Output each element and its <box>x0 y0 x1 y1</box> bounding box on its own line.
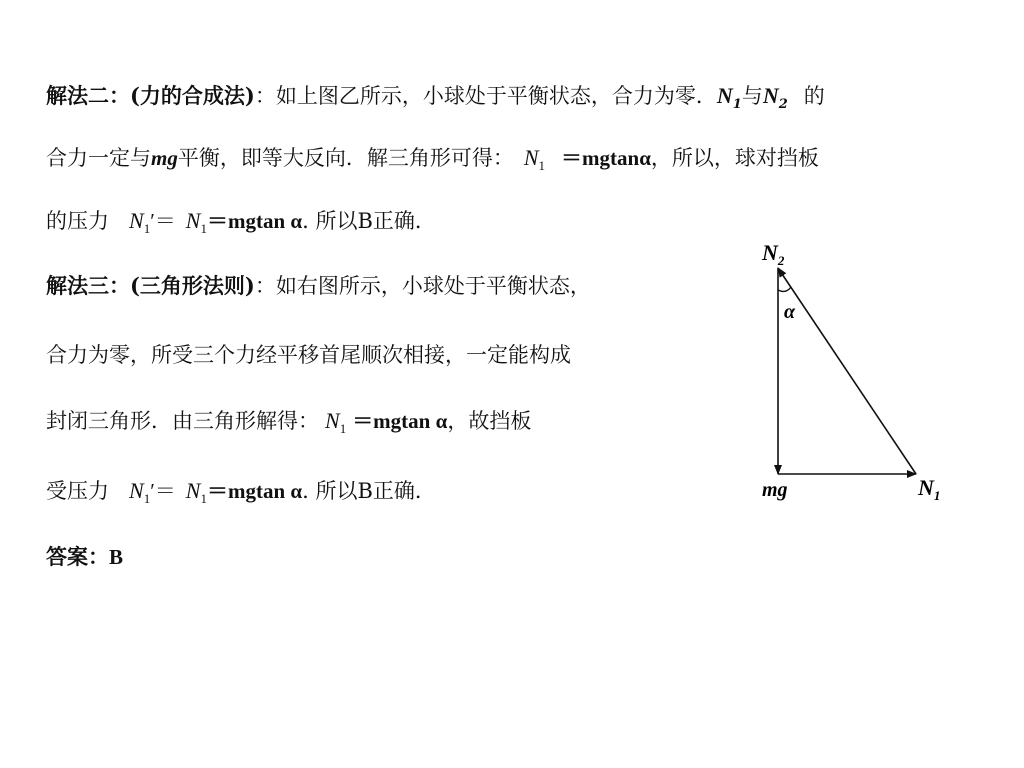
label-n1: $N_1$ <box>918 475 941 503</box>
label-n2: $N_2$ <box>762 240 785 268</box>
method3-line4-prime-eq: ′＝ <box>150 479 176 503</box>
method3-title: 解法三 <box>46 273 109 298</box>
method2-line2-equation: ＝mgtanα <box>561 146 651 170</box>
method3-line4-n2-subscript: 1 <box>200 491 207 506</box>
method2-line2-b: 平衡，即等大反向．解三角形可得： <box>177 146 514 170</box>
method2-line3-n2-subscript: 1 <box>200 221 207 236</box>
method2-line3-equation: ＝mgtan α <box>206 209 303 233</box>
method2-line3-n1-symbol: N <box>129 208 144 233</box>
method2-line2-a: 合力一定与 <box>46 146 151 170</box>
method2-subtitle: (力的合成法) <box>130 83 255 108</box>
method2-n1-subscript: 1 <box>732 97 742 112</box>
method2-n2-subscript: 2 <box>778 97 788 112</box>
method3-line4-equation: ＝mgtan α <box>206 479 303 503</box>
angle-arc <box>778 287 791 291</box>
method3-line4-n1-subscript: 1 <box>143 491 151 506</box>
answer-value: B <box>109 545 124 569</box>
method2-line2-c: ，所以，球对挡板 <box>650 146 819 170</box>
method3-line4-b: . 所以B正确． <box>302 479 436 503</box>
method2-line2-n-symbol: N <box>523 145 539 170</box>
method3-line3-n-symbol: N <box>325 408 340 433</box>
method2-line3 <box>46 206 436 244</box>
method2-title: 解法二 <box>46 83 109 108</box>
method3-line4-n2-symbol: N <box>185 478 201 503</box>
method3-line3-equation: ＝mgtan α <box>352 409 448 433</box>
force-triangle-diagram <box>750 238 960 508</box>
method3-subtitle: (三角形法则) <box>130 273 255 298</box>
method2-line3-n1-subscript: 1 <box>143 221 151 236</box>
method2-line1-text: ：如上图乙所示，小球处于平衡状态，合力为零． <box>254 84 717 108</box>
method2-line2-n-subscript: 1 <box>538 158 546 173</box>
answer-colon: ： <box>88 544 109 569</box>
method2-n2-symbol: N <box>762 83 779 108</box>
method2-n1-symbol: N <box>716 83 733 108</box>
answer-line <box>46 542 123 572</box>
method2-line3-prime-eq: ′＝ <box>150 209 176 233</box>
method2-line3-b: . 所以B正确． <box>302 209 436 233</box>
method3-line4-n1-symbol: N <box>129 478 144 503</box>
method3-line1-text: ：如右图所示，小球处于平衡状态， <box>254 274 591 298</box>
method2-title-colon: ： <box>109 83 130 108</box>
method3-line3-n-subscript: 1 <box>339 421 347 436</box>
method3-line3-a: 封闭三角形．由三角形解得： <box>46 409 319 433</box>
method3-line1 <box>46 271 591 301</box>
method2-line1 <box>46 81 825 120</box>
label-alpha: α <box>784 301 796 323</box>
method2-de: 的 <box>803 84 825 108</box>
method3-line4-a: 受压力 <box>46 479 109 503</box>
method2-line3-a: 的压力 <box>46 209 109 233</box>
method3-line4 <box>46 476 436 514</box>
n2-force-arrow <box>778 268 916 474</box>
method2-line3-n2-symbol: N <box>185 208 201 233</box>
method3-line3-b: ，故挡板 <box>447 409 532 433</box>
method2-line2 <box>46 143 819 181</box>
method3-line2-text: 合力为零，所受三个力经平移首尾顺次相接，一定能构成 <box>46 343 571 367</box>
method3-title-colon: ： <box>109 273 130 298</box>
method3-line3 <box>46 406 531 444</box>
method2-mg: mg <box>151 146 178 170</box>
answer-label: 答案 <box>46 544 88 569</box>
method2-yu: 与 <box>741 84 763 108</box>
method3-line2 <box>46 340 571 370</box>
label-mg: mg <box>762 479 788 501</box>
